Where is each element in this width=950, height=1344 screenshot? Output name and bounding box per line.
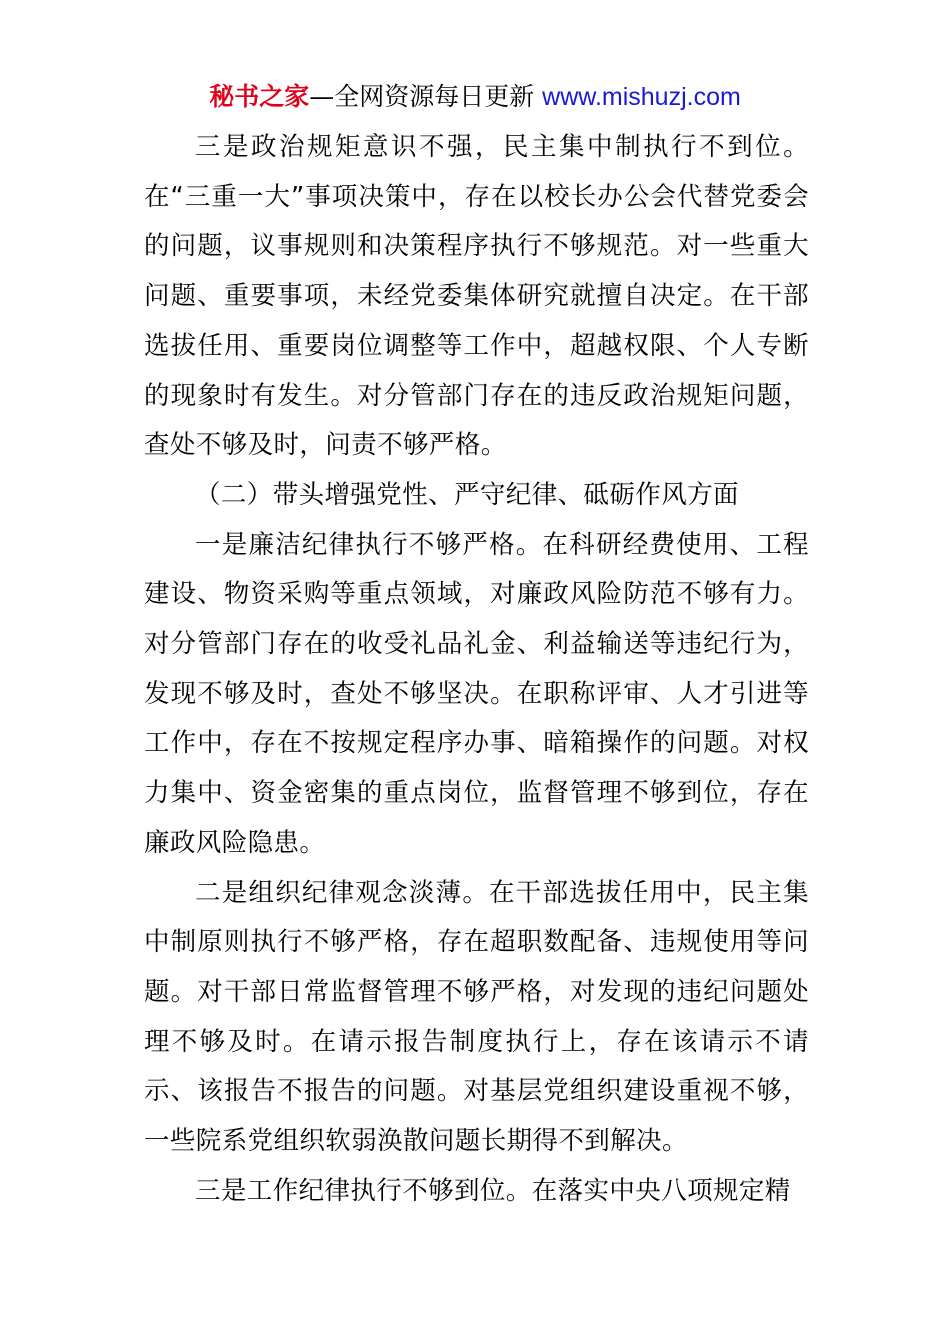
document-body xyxy=(144,123,809,1216)
paragraph-work-discipline: 三是工作纪律执行不够到位。在落实中央八项规定精 xyxy=(195,1175,791,1206)
section-heading-discipline: （二）带头增强党性、严守纪律、砥砺作风方面 xyxy=(195,479,739,510)
site-url-link[interactable]: www.mishuzj.com xyxy=(542,83,741,111)
paragraph-political-rules: 三是政治规矩意识不强，民主集中制执行不到位。在“三重一大”事项决策中，存在以校长办公会代替党委会的问题，议事规则和决策程序执行不够规范。对一些重大问题、重要事项，未经党委集体研究就擅自决定。在干部选拔任用、重要岗位调整等工作中，超越权限、个人专断的现象时有发生。对分管部门存在的违反政治规矩问题，查处不够及时，问责不够严格。 xyxy=(144,132,809,461)
paragraph-integrity-discipline: 一是廉洁纪律执行不够严格。在科研经费使用、工程建设、物资采购等重点领域，对廉政风险防范不够有力。对分管部门存在的收受礼品礼金、利益输送等违纪行为，发现不够及时，查处不够坚决。在职称评审、人才引进等工作中，存在不按规定程序办事、暗箱操作的问题。对权力集中、资金密集的重点岗位，监督管理不够到位，存在廉政风险隐患。 xyxy=(144,529,809,858)
brand-name: 秘书之家 xyxy=(209,82,310,111)
header-tagline: —全网资源每日更新 xyxy=(309,82,543,111)
site-header xyxy=(0,80,950,114)
paragraph-organizational-discipline: 二是组织纪律观念淡薄。在干部选拔任用中，民主集中制原则执行不够严格，存在超职数配备、违规使用等问题。对干部日常监督管理不够严格，对发现的违纪问题处理不够及时。在请示报告制度执行上，存在该请示不请示、该报告不报告的问题。对基层党组织建设重视不够，一些院系党组织软弱涣散问题长期得不到解决。 xyxy=(144,877,809,1157)
